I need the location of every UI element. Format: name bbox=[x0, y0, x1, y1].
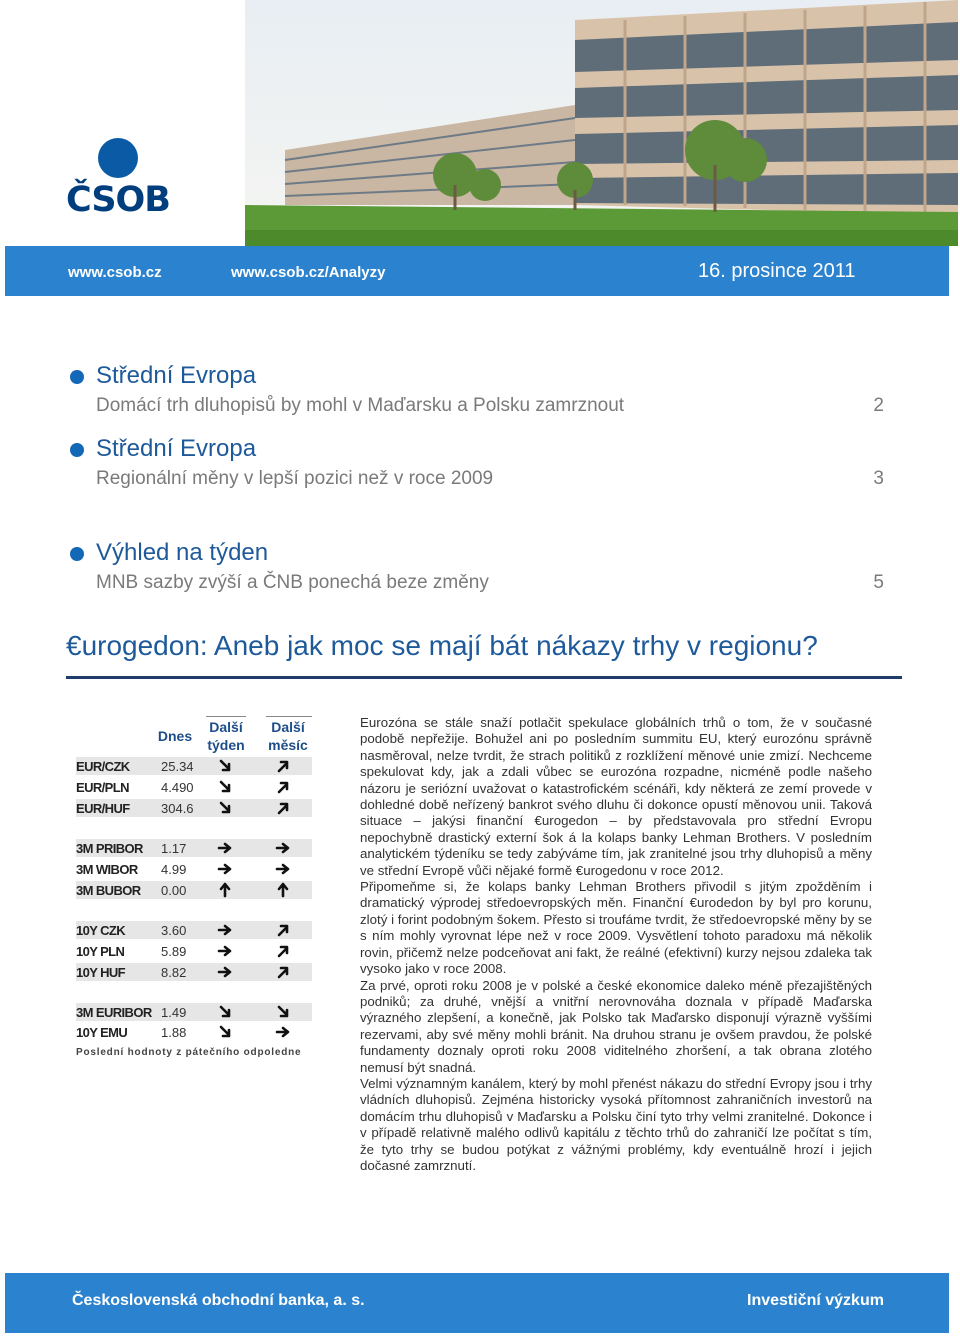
article bbox=[360, 715, 872, 1174]
arrow-down-right-icon bbox=[274, 1003, 292, 1021]
market-label: EUR/CZK bbox=[76, 759, 130, 774]
bullet-icon bbox=[70, 547, 84, 561]
article-paragraph: Za prvé, oproti roku 2008 je v polské a české ekonomice daleko méně přezajištěných podniků; za druhé, vnější a vnitřní nerovnováha doznala v případě Maďarska výrazného zlepšení, a konečně, jak Polsko tak Maďarsko disponují výrazně vyššími rezervami, aby své měny mohli bránit. Na druhou stranu je ovšem pravdou, že polské fundamenty doznaly oproti roku 2008 viditelného zhoršení, a tak obrana zlotého nemusí být snadná. bbox=[360, 977, 872, 1075]
market-value: 5.89 bbox=[161, 944, 187, 959]
logo-text: ČSOB bbox=[66, 180, 170, 220]
toc-title: Střední Evropa bbox=[96, 435, 257, 462]
arrow-down-right-icon bbox=[216, 757, 234, 775]
link-analyzy[interactable]: www.csob.cz/Analyzy bbox=[231, 264, 386, 281]
market-value: 25.34 bbox=[161, 759, 194, 774]
toc-page: 2 bbox=[873, 395, 884, 416]
col-month-rule bbox=[266, 716, 312, 717]
table-footnote: Poslední hodnoty z pátečního odpoledne bbox=[76, 1047, 302, 1058]
arrow-right-icon bbox=[216, 860, 234, 878]
market-label: 10Y HUF bbox=[76, 965, 126, 980]
market-value: 1.49 bbox=[161, 1005, 187, 1020]
link-csob[interactable]: www.csob.cz bbox=[68, 264, 162, 281]
footer-bar bbox=[5, 1273, 949, 1333]
market-row bbox=[76, 778, 312, 796]
market-label: EUR/HUF bbox=[76, 801, 130, 816]
article-paragraph: Eurozóna se stále snaží potlačit spekulace globálních trhů o tom, že v současné podobě nepřežije. Bohužel ani po posledním summitu EU, který eurozónu správně nasměroval, nelze tvrdit, že strach politiků z rozklížení měnové unie zmizí. Nechceme spekulovat kdy, jak a zdali vůbec se eurozóna rozpadne, nicméně podle našeho názoru je seriózní uvažovat o katastrofickém scénáři, kdy některá ze zemí provede v dohledné době neřízený bankrot svého dluhu či dokonce opustí měnovou unii. Taková situace – jakýsi finanční €urogedon – by představovala pro střední Evropu nepochybně drastický externí šok á la kolaps banky Lehman Brothers. V posledním analytickém týdeníku se tedy zabýváme tím, jak zranitelné jsou trhy dluhopisů a měny ve střední Evropě vůči nějaké formě €urogedonu v roce 2012. bbox=[360, 715, 872, 878]
arrow-right-icon bbox=[216, 839, 234, 857]
arrow-up-right-icon bbox=[274, 921, 292, 939]
csob-logo bbox=[66, 138, 178, 224]
market-label: 3M BUBOR bbox=[76, 883, 141, 898]
market-value: 0.00 bbox=[161, 883, 187, 898]
arrow-down-right-icon bbox=[216, 1023, 234, 1041]
headline-rule bbox=[66, 676, 902, 679]
arrow-down-right-icon bbox=[216, 1003, 234, 1021]
toc-subtitle: Domácí trh dluhopisů by mohl v Maďarsku a Polsku zamrznout bbox=[96, 395, 625, 416]
article-paragraph: Velmi významným kanálem, který by mohl přenést nákazu do střední Evropy jsou i trhy vládních dluhopisů. Zejména historicky vysoká přítomnost zahraničních investorů na domácím trhu dluhopisů v Maďarsku a Polsku činí tyto trhy velmi zranitelné. Dokonce i v případě relativně malého odlivů kapitálu z těchto trhů do zahraničí lze počítat s tím, že tyto trhy se budou potýkat z vážnými problémy, kdy eventuálně hrozí i jejich dočasné zamrznutí. bbox=[360, 1075, 872, 1173]
market-row bbox=[76, 1023, 312, 1041]
arrow-up-icon bbox=[274, 881, 292, 899]
market-label: 10Y EMU bbox=[76, 1025, 128, 1040]
arrow-up-icon bbox=[216, 881, 234, 899]
toc-subtitle: MNB sazby zvýší a ČNB ponechá beze změny bbox=[96, 572, 489, 593]
arrow-right-icon bbox=[274, 860, 292, 878]
market-label: EUR/PLN bbox=[76, 780, 129, 795]
market-label: 10Y CZK bbox=[76, 923, 126, 938]
arrow-right-icon bbox=[216, 921, 234, 939]
arrow-up-right-icon bbox=[274, 757, 292, 775]
market-row bbox=[76, 881, 312, 899]
market-value: 4.490 bbox=[161, 780, 194, 795]
col-month: Další měsíc bbox=[268, 719, 308, 753]
market-value: 8.82 bbox=[161, 965, 187, 980]
logo-dot bbox=[98, 138, 138, 178]
bullet-icon bbox=[70, 443, 84, 457]
arrow-up-right-icon bbox=[274, 942, 292, 960]
market-row bbox=[76, 963, 312, 981]
toc-title: Výhled na týden bbox=[96, 539, 269, 566]
market-value: 3.60 bbox=[161, 923, 187, 938]
arrow-up-right-icon bbox=[274, 799, 292, 817]
market-label: 3M PRIBOR bbox=[76, 841, 143, 856]
toc-page: 5 bbox=[873, 572, 884, 593]
col-today: Dnes bbox=[157, 728, 193, 744]
arrow-up-right-icon bbox=[274, 778, 292, 796]
col-week-rule bbox=[206, 716, 246, 717]
arrow-right-icon bbox=[216, 963, 234, 981]
market-row bbox=[76, 1003, 312, 1021]
market-row bbox=[76, 921, 312, 939]
col-week: Další týden bbox=[207, 719, 245, 753]
bullet-icon bbox=[70, 370, 84, 384]
footer-section: Investiční výzkum bbox=[747, 1292, 884, 1309]
market-value: 1.88 bbox=[161, 1025, 187, 1040]
arrow-down-right-icon bbox=[216, 778, 234, 796]
header-bar bbox=[5, 246, 949, 296]
market-value: 1.17 bbox=[161, 841, 187, 856]
market-row bbox=[76, 839, 312, 857]
building-photo bbox=[245, 0, 958, 246]
article-paragraph: Připomeňme si, že kolaps banky Lehman Brothers přivodil s jitým zpožděním i dramatický výprodej středoevropských měn. Finanční €urodedon by byl pro korunu, zlotý i forint podobným šokem. Přesto si troufáme tvrdit, že středoevropské měny by se s ním mohly vyrovnat lépe než v roce 2009. Vysvětlení tohoto paradoxu má několik rovin, přičemž nelze podceňovat ani fakt, že reálné (efektivní) kurzy nejsou zdaleka tak vysoko jako v roce 2008. bbox=[360, 879, 872, 977]
market-row bbox=[76, 799, 312, 817]
footer-bank-name: Československá obchodní banka, a. s. bbox=[72, 1292, 365, 1309]
toc-page: 3 bbox=[873, 468, 884, 489]
issue-date: 16. prosince 2011 bbox=[698, 260, 856, 282]
market-label: 3M WIBOR bbox=[76, 862, 138, 877]
market-row bbox=[76, 860, 312, 878]
arrow-down-right-icon bbox=[216, 799, 234, 817]
arrow-right-icon bbox=[274, 839, 292, 857]
arrow-up-right-icon bbox=[274, 963, 292, 981]
toc-subtitle: Regionální měny v lepší pozici než v roce 2009 bbox=[96, 468, 494, 489]
market-row bbox=[76, 942, 312, 960]
market-value: 4.99 bbox=[161, 862, 187, 877]
arrow-right-icon bbox=[274, 1023, 292, 1041]
market-value: 304.6 bbox=[161, 801, 194, 816]
toc-title: Střední Evropa bbox=[96, 362, 257, 389]
headline: €urogedon: Aneb jak moc se mají bát nákazy trhy v regionu? bbox=[66, 630, 818, 661]
market-label: 10Y PLN bbox=[76, 944, 125, 959]
market-label: 3M EURIBOR bbox=[76, 1005, 152, 1020]
market-row bbox=[76, 757, 312, 775]
arrow-right-icon bbox=[216, 942, 234, 960]
